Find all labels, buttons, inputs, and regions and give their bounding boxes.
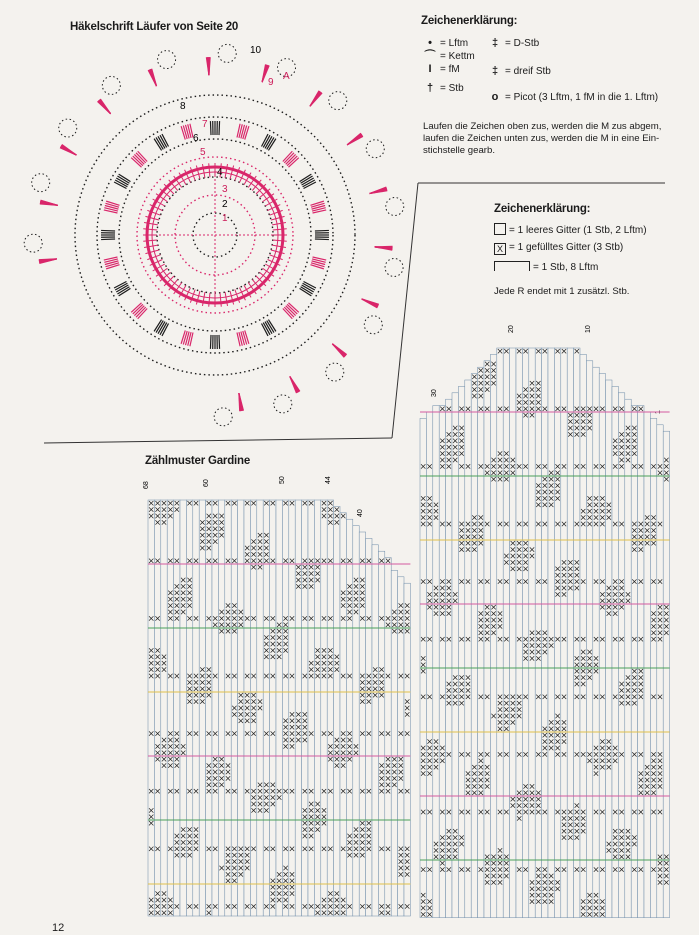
- legend1-title: Zeichenerklärung:: [421, 15, 518, 27]
- round-number-2: 2: [222, 199, 228, 210]
- legend1-item-kettm: ⌒ = Kettm: [424, 50, 475, 62]
- col-label-68: 68: [143, 481, 150, 489]
- legend1-item-stb: † = Stb: [426, 82, 464, 94]
- col-label-20: 20: [508, 325, 515, 333]
- round-number-10: 10: [250, 45, 262, 56]
- col-label-40: 40: [357, 509, 364, 517]
- bar-cell-icon: [494, 261, 530, 271]
- crochet-chart-diagram: [30, 35, 450, 455]
- crochet-chart-title: Häkelschrift Läufer von Seite 20: [70, 21, 239, 33]
- round-number-6: 6: [193, 133, 199, 144]
- filled-cell-icon: X: [494, 243, 506, 255]
- col-label-50: 50: [279, 476, 286, 484]
- page-number: 12: [52, 922, 65, 934]
- round-number-7: 7: [202, 119, 208, 130]
- legend1-item-dstb: ‡ = D-Stb: [491, 37, 540, 49]
- legend1-item-picot: o = Picot (3 Lftm, 1 fM in die 1. Lftm): [491, 91, 659, 103]
- legend2-item-filled: X = 1 gefülltes Gitter (3 Stb): [494, 242, 623, 255]
- legend1-item-lftm: • = Lftm: [428, 37, 469, 49]
- round-number-8: 8: [180, 101, 186, 112]
- round-number-1: 1: [222, 213, 228, 224]
- empty-cell-icon: [494, 223, 506, 235]
- legend2-note: Jede R endet mit 1 zusätzl. Stb.: [494, 286, 630, 297]
- round-number-3: 3: [222, 184, 228, 195]
- round-number-9: 9: [268, 77, 274, 88]
- round-number-4: 4: [217, 167, 223, 178]
- col-label-1: 1: [655, 410, 662, 414]
- filet-chart-title: Zählmuster Gardine: [145, 455, 251, 467]
- legend2-item-bar: = 1 Stb, 8 Lftm: [494, 261, 598, 274]
- col-label-30: 30: [431, 389, 438, 397]
- legend1-item-fm: I = fM: [428, 63, 460, 75]
- round-number-5: 5: [200, 147, 206, 158]
- legend2-item-empty: = 1 leeres Gitter (1 Stb, 2 Lftm): [494, 223, 647, 237]
- col-label-44: 44: [325, 476, 332, 484]
- legend1-note: Laufen die Zeichen oben zus, werden die M zus abgem, laufen die Zeichen unten zus, werden die M in eine Ein- stichstelle gearb.: [423, 121, 662, 156]
- col-label-10: 10: [585, 325, 592, 333]
- round-label-a: A: [283, 71, 290, 82]
- col-label-60: 60: [203, 479, 210, 487]
- legend1-item-dreifstb: ‡ = dreif Stb: [491, 65, 551, 77]
- legend2-title: Zeichenerklärung:: [494, 203, 591, 215]
